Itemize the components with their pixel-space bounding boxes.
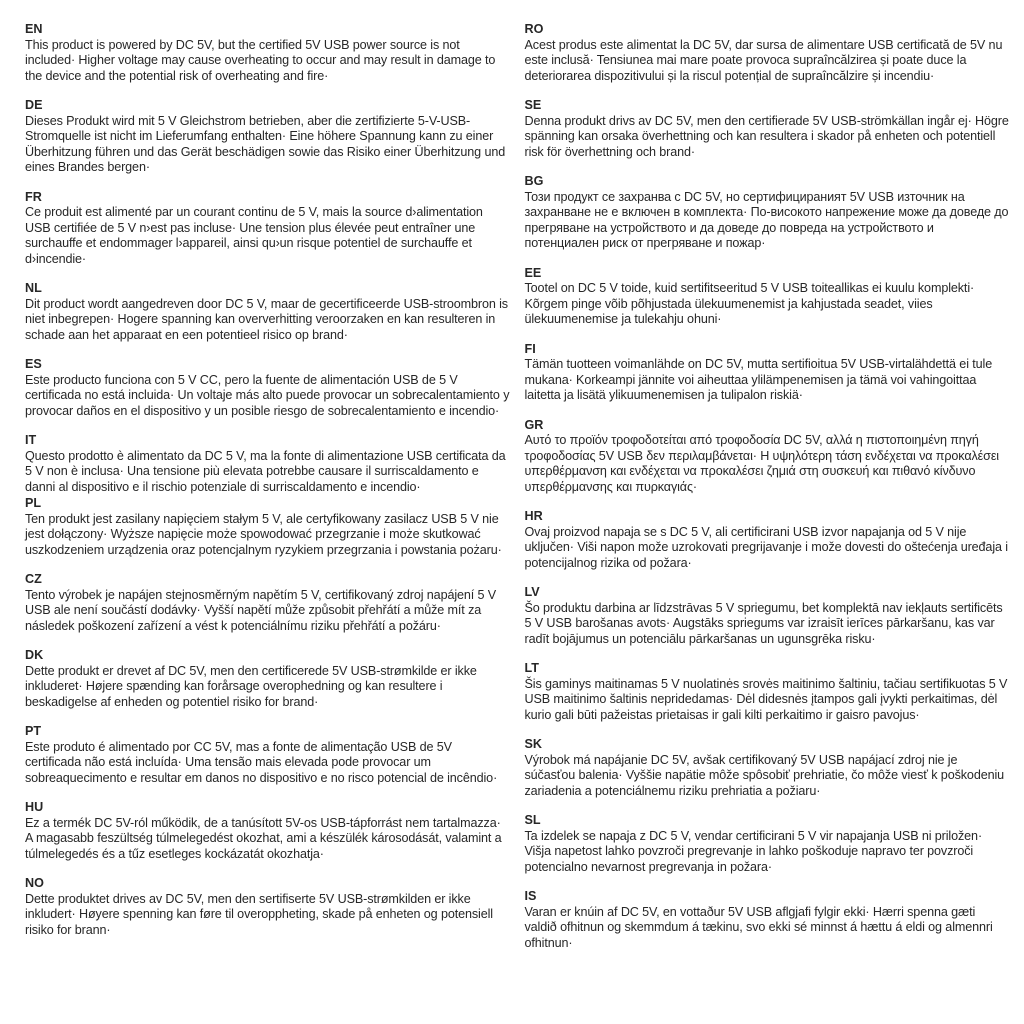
notice-text-ro: Acest produs este alimentat la DC 5V, dar sursa de alimentare USB certificată de 5V nu este inclusă· Tensiunea mai mare poate provoca supraîncălzirea și poate duce la deteriorarea dispozitivului și la riscul potențial de supraîncălzire și incendiu· bbox=[524, 37, 1003, 83]
right-column bbox=[525, 22, 1011, 1024]
notice-text-cz: Tento výrobek je napájen stejnosměrným napětím 5 V, certifikovaný zdroj napájení 5 V USB ale není součástí dodávky· Vyšší napětí může způsobit přehřátí a může mít za následek poškození zařízení a vést k potenciálnímu riziku přehřátí a požáru· bbox=[25, 587, 497, 633]
language-code-de: DE bbox=[25, 98, 43, 112]
notice-section-fr bbox=[25, 190, 511, 268]
notice-text-fr: Ce produit est alimenté par un courant continu de 5 V, mais la source d›alimentation USB certifiée de 5 V n›est pas incluse· Une tension plus élevée peut entraîner une surchauffe et endommager l›appareil, ainsi qu›un risque potentiel de surchauffe et d›incendie· bbox=[25, 205, 483, 266]
notice-text-hu: Ez a termék DC 5V-ról működik, de a tanúsított 5V-os USB-tápforrást nem tartalmazza· A magasabb feszültség túlmelegedést okozhat, ami a készülék károsodását, valamint a túlmelegedés és a tűz esetleges kockázatát okozhatja· bbox=[25, 815, 502, 861]
language-code-lt: LT bbox=[524, 661, 539, 675]
notice-text-pl: Ten produkt jest zasilany napięciem stałym 5 V, ale certyfikowany zasilacz USB 5 V nie jest dołączony· Wyższe napięcie może spowodować przegrzanie i może skutkować uszkodzeniem urządzenia oraz potencjalnym ryzykiem przegrzania i powstania pożaru· bbox=[25, 511, 502, 557]
language-code-lv: LV bbox=[524, 585, 540, 599]
language-code-pt: PT bbox=[25, 724, 42, 738]
notice-section-nl bbox=[25, 281, 511, 343]
language-code-bg: BG bbox=[524, 174, 544, 188]
notice-section-sl bbox=[525, 813, 1011, 875]
language-code-hr: HR bbox=[524, 509, 543, 523]
left-column bbox=[25, 22, 511, 1024]
language-code-it: IT bbox=[25, 433, 37, 447]
notice-text-dk: Dette produkt er drevet af DC 5V, men den certificerede 5V USB-strømkilde er ikke inkluderet· Højere spænding kan forårsage overophedning og kan resultere i beskadigelse af enheden og potentiel risiko for brand· bbox=[25, 663, 477, 709]
notice-text-hr: Ovaj proizvod napaja se s DC 5 V, ali certificirani USB izvor napajanja od 5 V nije uključen· Viši napon može uzrokovati pregrijavanje i može dovesti do oštećenja uređaja i potencijalnog rizika od požara· bbox=[524, 524, 1008, 570]
language-code-is: IS bbox=[524, 889, 537, 903]
notice-text-nl: Dit product wordt aangedreven door DC 5 V, maar de gecertificeerde USB-stroombron is niet inbegrepen· Hogere spanning kan oververhitting veroorzaken en kan resulteren in schade aan het apparaat en een potentieel risico op brand· bbox=[25, 296, 508, 342]
notice-text-sk: Výrobok má napájanie DC 5V, avšak certifikovaný 5V USB napájací zdroj nie je súčasťou balenia· Vyššie napätie môže spôsobiť prehriatie, čo môže viesť k poškodeniu zariadenia a potenciálnemu riziku prehriatia a požiaru· bbox=[524, 752, 1005, 798]
language-code-no: NO bbox=[25, 876, 44, 890]
language-code-dk: DK bbox=[25, 648, 44, 662]
language-code-fi: FI bbox=[524, 341, 536, 356]
notice-section-pl bbox=[25, 496, 511, 558]
language-code-es: ES bbox=[25, 357, 42, 371]
notice-text-lt: Šis gaminys maitinamas 5 V nuolatinės srovės maitinimo šaltiniu, tačiau sertifikuotas 5 V USB maitinimo šaltinis nepridedamas· Dėl didesnės įtampos gali įvykti perkaitimas, dėl kurio gali būti pažeistas prietaisas ir gali kilti perkaitimo ir gaisro pavojus· bbox=[524, 676, 1008, 722]
notice-section-es bbox=[25, 357, 511, 419]
notice-section-it bbox=[25, 433, 511, 495]
language-code-en: EN bbox=[25, 22, 43, 36]
notice-section-fi bbox=[525, 342, 1011, 404]
notice-text-is: Varan er knúin af DC 5V, en vottaður 5V USB aflgjafi fylgir ekki· Hærri spenna gæti valdið ofhitnun og skemmdum á tækinu, svo ekki sé minnst á hættu á eldi og almennri ofhitnun· bbox=[524, 904, 993, 950]
language-code-hu: HU bbox=[25, 800, 44, 814]
language-code-sl: SL bbox=[524, 813, 541, 827]
notice-text-en: This product is powered by DC 5V, but the certified 5V USB power source is not included· Higher voltage may cause overheating to occur and may result in damage to the device and the potential risk of overheating and fire· bbox=[25, 37, 496, 83]
notice-text-sl: Ta izdelek se napaja z DC 5 V, vendar certificirani 5 V vir napajanja USB ni priložen· Višja napetost lahko povzroči pregrevanje in lahko poškoduje napravo ter povzroči potencialno nevarnost pregrevanja in požara· bbox=[524, 828, 983, 874]
notice-section-cz bbox=[25, 572, 511, 634]
notice-text-pt: Este produto é alimentado por CC 5V, mas a fonte de alimentação USB de 5V certificada não está incluída· Uma tensão mais elevada pode provocar um sobreaquecimento e resultar em danos no dispositivo e no risco potencial de incêndio· bbox=[25, 739, 498, 785]
notice-text-bg: Този продукт се захранва с DC 5V, но сертифицираният 5V USB източник на захранване не е включен в комплекта· По-високото напрежение може да доведе до прегряване на устройството и да доведе до повреда на устройството и потенциален риск от прегряване и пожар· bbox=[524, 189, 1009, 250]
notice-text-gr: Αυτό το προϊόν τροφοδοτείται από τροφοδοσία DC 5V, αλλά η πιστοποιημένη πηγή τροφοδοσίας 5V USB δεν περιλαμβάνεται· Η υψηλότερη τάση ενδέχεται να προκαλέσει υπερθέρμανση και ενδέχεται να προκαλέσει ζημιά στη συσκευή και πιθανό κίνδυνο υπερθέρμανσης και πυρκαγιάς· bbox=[524, 433, 999, 494]
language-code-fr: FR bbox=[25, 189, 42, 204]
notice-text-lv: Šo produktu darbina ar līdzstrāvas 5 V spriegumu, bet komplektā nav iekļauts sertificēts 5 V USB barošanas avots· Augstāks spriegums var izraisīt ierīces pārkaršanu, kas var radīt bojājumus un potenciālu pārkaršanas un ugunsgrēka risku· bbox=[524, 600, 1003, 646]
notice-section-hr bbox=[525, 509, 1011, 571]
notice-section-hu bbox=[25, 800, 511, 862]
language-code-cz: CZ bbox=[25, 572, 42, 586]
notice-text-es: Este producto funciona con 5 V CC, pero la fuente de alimentación USB de 5 V certificada no está incluida· Un voltaje más alto puede provocar un sobrecalentamiento y provocar daños en el dispositivo y un posible riesgo de sobrecalentamiento e incendio· bbox=[25, 372, 510, 418]
notice-section-pt bbox=[25, 724, 511, 786]
notice-text-de: Dieses Produkt wird mit 5 V Gleichstrom betrieben, aber die zertifizierte 5-V-USB-Stromquelle ist nicht im Lieferumfang enthalten· Eine höhere Spannung kann zu einer Überhitzung führen und das Gerät beschädigen sowie das Risiko einer Überhitzung und eines Brandes bergen· bbox=[25, 113, 506, 174]
language-code-nl: NL bbox=[25, 281, 42, 295]
language-code-pl: PL bbox=[25, 496, 42, 510]
notice-text-ee: Tootel on DC 5 V toide, kuid sertifitseeritud 5 V USB toiteallikas ei kuulu komplekti· Kõrgem pinge võib põhjustada ülekuumenemist ja kahjustada seadet, viies ülekuumenemise ja tulekahju ohuni· bbox=[524, 281, 975, 326]
notice-section-en bbox=[25, 22, 511, 84]
notice-section-is bbox=[525, 889, 1011, 951]
notice-section-lt bbox=[525, 661, 1011, 723]
language-code-se: SE bbox=[524, 98, 542, 112]
notice-section-de bbox=[25, 98, 511, 176]
notice-section-bg bbox=[525, 174, 1011, 252]
notice-section-ro bbox=[525, 22, 1011, 84]
notice-text-no: Dette produktet drives av DC 5V, men den sertifiserte 5V USB-strømkilden er ikke inkludert· Høyere spenning kan føre til overoppheting, skade på enheten og potensiell risiko for brann· bbox=[25, 891, 493, 937]
notice-text-se: Denna produkt drivs av DC 5V, men den certifierade 5V USB-strömkällan ingår ej· Högre spänning kan orsaka överhettning och kan resultera i skador på enheten och potentiell risk för överhettning och brand· bbox=[524, 113, 1009, 159]
language-code-ee: EE bbox=[524, 265, 542, 280]
language-code-gr: GR bbox=[524, 417, 544, 432]
notice-text-fi: Tämän tuotteen voimanlähde on DC 5V, mutta sertifioitua 5V USB-virtalähdettä ei tule mukana· Korkeampi jännite voi aiheuttaa ylilämpenemisen ja tämä voi vahingoittaa laitetta ja lisätä ylikuumenemisen ja tulipalon riskiä· bbox=[524, 357, 993, 402]
notice-section-dk bbox=[25, 648, 511, 710]
notice-section-no bbox=[25, 876, 511, 938]
notice-section-sk bbox=[525, 737, 1011, 799]
language-code-ro: RO bbox=[524, 22, 544, 36]
notice-section-lv bbox=[525, 585, 1011, 647]
notice-text-it: Questo prodotto è alimentato da DC 5 V, ma la fonte di alimentazione USB certificata da 5 V non è inclusa· Una tensione più elevata potrebbe causare il surriscaldamento e danni al dispositivo e il rischio potenziale di surriscaldamento e incendio· bbox=[25, 448, 506, 494]
notice-section-gr bbox=[525, 418, 1011, 496]
notice-section-se bbox=[525, 98, 1011, 160]
language-code-sk: SK bbox=[524, 737, 542, 751]
notice-section-ee bbox=[525, 266, 1011, 328]
